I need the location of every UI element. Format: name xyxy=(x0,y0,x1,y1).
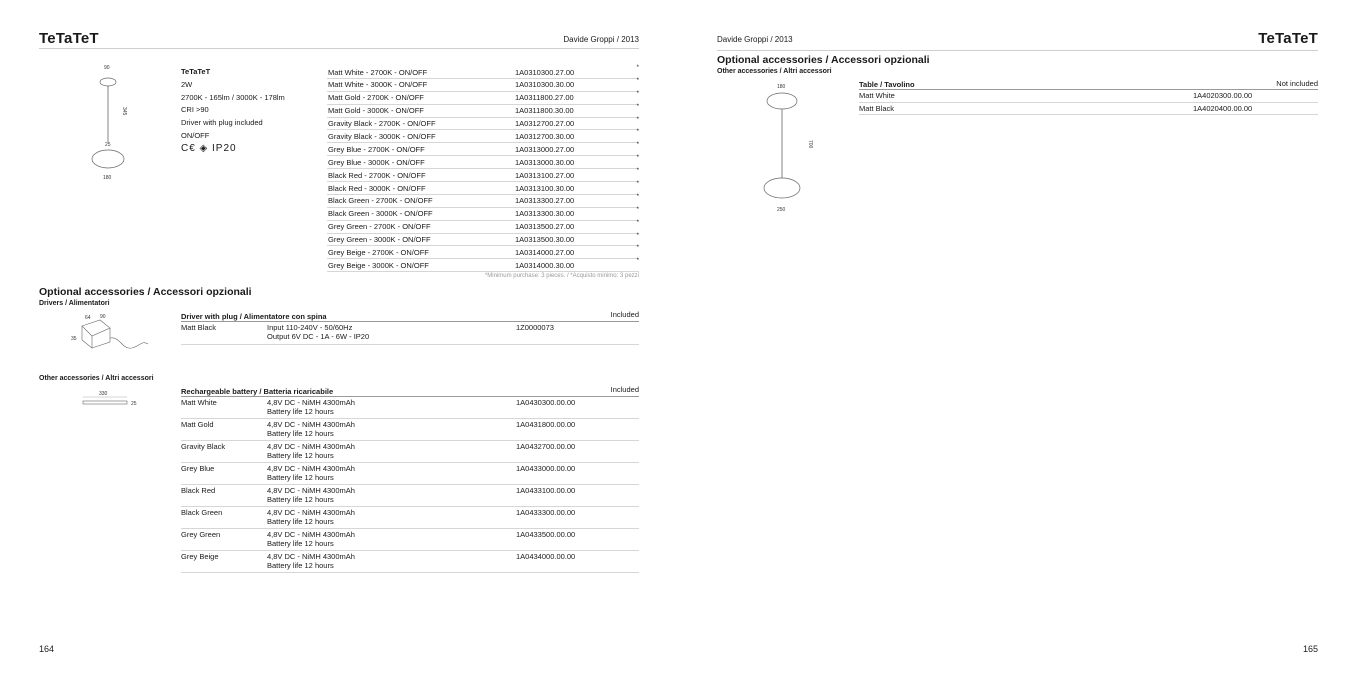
spec-line: CRI >90 xyxy=(181,105,209,115)
min-purchase-mark: * xyxy=(636,142,639,149)
driver-drawing xyxy=(70,314,150,356)
product-name: TeTaTeT xyxy=(181,67,211,76)
row-desc-2: Battery life 12 hours xyxy=(267,561,334,570)
row-desc-1: 4,8V DC - NiMH 4300mAh xyxy=(267,552,355,561)
min-purchase-mark: * xyxy=(636,232,639,239)
table-row xyxy=(859,103,1318,116)
driver-table-title: Driver with plug / Alimentatore con spina xyxy=(181,312,327,321)
driver-table xyxy=(181,312,639,345)
variant-code: 1A0313500.30.00 xyxy=(515,235,575,245)
drivers-subtitle: Drivers / Alimentatori xyxy=(39,300,110,307)
min-purchase-mark: * xyxy=(636,90,639,97)
brand-title: TeTaTeT xyxy=(1258,30,1318,47)
variant-row xyxy=(327,156,639,169)
min-purchase-mark: * xyxy=(636,245,639,252)
variant-row xyxy=(327,118,639,131)
table-row xyxy=(181,419,639,441)
variant-name: Black Red - 2700K - ON/OFF xyxy=(328,170,426,180)
right-page xyxy=(678,0,1356,678)
optional-accessories-title: Optional accessories / Accessori opzionali xyxy=(717,54,930,66)
table-row xyxy=(859,90,1318,103)
dim-base-width: 180 xyxy=(103,175,112,181)
min-purchase-mark: * xyxy=(636,219,639,226)
side-table-status: Not included xyxy=(1276,79,1318,88)
min-purchase-mark: * xyxy=(636,168,639,175)
row-desc-1: 4,8V DC - NiMH 4300mAh xyxy=(267,530,355,539)
variant-name: Matt Gold - 2700K - ON/OFF xyxy=(328,93,424,103)
certification-marks: C€ ◈ IP20 xyxy=(181,142,237,154)
min-purchase-mark: * xyxy=(636,193,639,200)
table-row xyxy=(181,551,639,573)
variant-name: Gravity Black - 2700K - ON/OFF xyxy=(328,119,436,129)
dim-driver-depth: 64 xyxy=(85,315,91,321)
row-desc-1: 4,8V DC - NiMH 4300mAh xyxy=(267,420,355,429)
min-purchase-mark: * xyxy=(636,116,639,123)
min-purchase-mark: * xyxy=(636,181,639,188)
battery-status: Included xyxy=(610,385,639,394)
variant-name: Grey Green - 2700K - ON/OFF xyxy=(328,222,431,232)
variant-code: 1A0313300.27.00 xyxy=(515,196,575,206)
variant-row xyxy=(327,234,639,247)
variants-table xyxy=(327,66,639,272)
row-name: Gravity Black xyxy=(181,442,226,451)
variant-code: 1A0313100.27.00 xyxy=(515,170,575,180)
variant-name: Matt White - 2700K - ON/OFF xyxy=(328,67,428,77)
row-name: Black Green xyxy=(181,508,223,517)
variant-row xyxy=(327,130,639,143)
row-code: 1A0433000.00.00 xyxy=(516,464,576,473)
row-desc-1: Input 110-240V - 50/60Hz xyxy=(267,323,353,332)
variant-code: 1A0312700.30.00 xyxy=(515,131,575,141)
designer-credit: Davide Groppi / 2013 xyxy=(717,35,793,44)
variant-code: 1A0311800.30.00 xyxy=(515,106,574,116)
brand-title: TeTaTeT xyxy=(39,30,99,47)
variant-code: 1A0310300.30.00 xyxy=(515,80,575,90)
variant-row xyxy=(327,143,639,156)
variant-row xyxy=(327,208,639,221)
row-name: Matt Black xyxy=(181,323,217,332)
header-divider xyxy=(717,50,1318,51)
variant-code: 1A0314000.27.00 xyxy=(515,247,575,257)
row-name: Black Red xyxy=(181,486,216,495)
row-code: 1A0431800.00.00 xyxy=(516,420,576,429)
dim-table-height: 700 xyxy=(807,140,813,149)
variant-row xyxy=(327,195,639,208)
row-desc-2: Battery life 12 hours xyxy=(267,539,334,548)
designer-credit: Davide Groppi / 2013 xyxy=(563,35,639,44)
variant-name: Matt White - 3000K - ON/OFF xyxy=(328,80,428,90)
battery-table-header xyxy=(181,387,639,397)
variant-code: 1A0313500.27.00 xyxy=(515,222,575,232)
row-desc-2: Battery life 12 hours xyxy=(267,473,334,482)
page-number: 165 xyxy=(1302,644,1318,654)
variant-row xyxy=(327,105,639,118)
dim-battery-length: 330 xyxy=(99,391,108,397)
dim-driver-height: 35 xyxy=(71,336,77,342)
other-accessories-subtitle: Other accessories / Altri accessori xyxy=(717,68,832,75)
product-spec xyxy=(181,66,285,156)
dim-height: 345 xyxy=(121,107,127,116)
row-code: 1A0430300.00.00 xyxy=(516,398,576,407)
dim-base-diameter: 250 xyxy=(777,207,786,213)
row-code: 1Z0000073 xyxy=(516,323,554,332)
row-name: Grey Green xyxy=(181,530,221,539)
row-code: 1A4020400.00.00 xyxy=(1193,103,1253,113)
row-desc-1: 4,8V DC - NiMH 4300mAh xyxy=(267,442,355,451)
row-code: 1A0434000.00.00 xyxy=(516,552,576,561)
dim-top-diameter: 180 xyxy=(777,84,786,90)
row-desc-2: Battery life 12 hours xyxy=(267,451,334,460)
table-row xyxy=(181,441,639,463)
table-row xyxy=(181,485,639,507)
variant-code: 1A0313300.30.00 xyxy=(515,209,575,219)
driver-table-header xyxy=(181,312,639,322)
battery-table-title: Rechargeable battery / Batteria ricaricabile xyxy=(181,387,334,396)
row-code: 1A0433300.00.00 xyxy=(516,508,576,517)
dim-stem: 25 xyxy=(105,142,111,148)
variant-name: Matt Gold - 3000K - ON/OFF xyxy=(328,106,424,116)
variant-name: Black Green - 2700K - ON/OFF xyxy=(328,196,433,206)
min-purchase-mark: * xyxy=(636,77,639,84)
dim-head-width: 90 xyxy=(104,65,110,71)
min-purchase-mark: * xyxy=(636,206,639,213)
row-name: Matt Black xyxy=(859,103,895,113)
variant-name: Grey Beige - 2700K - ON/OFF xyxy=(328,247,429,257)
table-row xyxy=(181,322,639,345)
table-row xyxy=(181,529,639,551)
variant-row xyxy=(327,182,639,195)
variant-name: Black Red - 3000K - ON/OFF xyxy=(328,183,426,193)
variant-code: 1A0313000.27.00 xyxy=(515,144,575,154)
variant-name: Grey Blue - 3000K - ON/OFF xyxy=(328,157,425,167)
table-row xyxy=(181,507,639,529)
side-table-header xyxy=(859,80,1318,90)
battery-table xyxy=(181,387,639,573)
variant-code: 1A0311800.27.00 xyxy=(515,93,574,103)
variant-row xyxy=(327,169,639,182)
table-drawing xyxy=(758,80,818,215)
row-desc-2: Battery life 12 hours xyxy=(267,495,334,504)
row-code: 1A4020300.00.00 xyxy=(1193,91,1253,100)
variant-code: 1A0312700.27.00 xyxy=(515,119,575,129)
variant-row xyxy=(327,221,639,234)
variant-row xyxy=(327,246,639,259)
battery-drawing xyxy=(80,388,144,412)
variant-name: Black Green - 3000K - ON/OFF xyxy=(328,209,433,219)
variant-code: 1A0310300.27.00 xyxy=(515,67,575,77)
variant-code: 1A0314000.30.00 xyxy=(515,260,575,270)
table-row xyxy=(181,463,639,485)
spec-line: ON/OFF xyxy=(181,130,210,140)
row-name: Matt White xyxy=(859,91,895,100)
row-name: Matt White xyxy=(181,398,217,407)
optional-accessories-title: Optional accessories / Accessori opzionali xyxy=(39,286,252,298)
row-desc-2: Battery life 12 hours xyxy=(267,407,334,416)
min-purchase-note: *Minimum purchase: 3 pieces. / *Acquisto minimo: 3 pezzi xyxy=(484,273,639,279)
dim-battery-height: 25 xyxy=(131,401,137,407)
variant-name: Gravity Black - 3000K - ON/OFF xyxy=(328,131,436,141)
variant-row xyxy=(327,92,639,105)
spec-line: Driver with plug included xyxy=(181,118,263,128)
row-name: Grey Beige xyxy=(181,552,219,561)
side-table-list xyxy=(859,80,1318,115)
min-purchase-mark: * xyxy=(636,65,639,71)
product-drawing xyxy=(84,62,134,182)
row-name: Matt Gold xyxy=(181,420,214,429)
variant-name: Grey Beige - 3000K - ON/OFF xyxy=(328,260,429,270)
min-purchase-mark: * xyxy=(636,103,639,110)
min-purchase-mark: * xyxy=(636,129,639,136)
row-code: 1A0432700.00.00 xyxy=(516,442,576,451)
min-purchase-mark: * xyxy=(636,155,639,162)
row-desc-2: Output 6V DC - 1A - 6W - IP20 xyxy=(267,332,370,341)
min-purchase-mark: * xyxy=(636,258,639,265)
side-table-title: Table / Tavolino xyxy=(859,80,915,89)
variant-row xyxy=(327,79,639,92)
row-name: Grey Blue xyxy=(181,464,215,473)
dim-driver-width: 90 xyxy=(100,314,106,320)
other-accessories-subtitle: Other accessories / Altri accessori xyxy=(39,375,154,382)
variant-row xyxy=(327,66,639,79)
row-desc-1: 4,8V DC - NiMH 4300mAh xyxy=(267,398,355,407)
variant-code: 1A0313100.30.00 xyxy=(515,183,575,193)
driver-status: Included xyxy=(610,310,639,319)
header-divider xyxy=(39,48,639,49)
spec-line: 2W xyxy=(181,79,193,89)
table-row xyxy=(181,397,639,419)
row-desc-1: 4,8V DC - NiMH 4300mAh xyxy=(267,464,355,473)
row-desc-1: 4,8V DC - NiMH 4300mAh xyxy=(267,508,355,517)
page-number: 164 xyxy=(39,644,55,654)
row-desc-1: 4,8V DC - NiMH 4300mAh xyxy=(267,486,355,495)
spec-line: 2700K - 165lm / 3000K - 178lm xyxy=(181,92,285,102)
row-desc-2: Battery life 12 hours xyxy=(267,429,334,438)
row-desc-2: Battery life 12 hours xyxy=(267,517,334,526)
row-code: 1A0433500.00.00 xyxy=(516,530,576,539)
variant-name: Grey Green - 3000K - ON/OFF xyxy=(328,235,431,245)
variant-row xyxy=(327,259,639,272)
variant-code: 1A0313000.30.00 xyxy=(515,157,575,167)
row-code: 1A0433100.00.00 xyxy=(516,486,576,495)
variant-name: Grey Blue - 2700K - ON/OFF xyxy=(328,144,425,154)
